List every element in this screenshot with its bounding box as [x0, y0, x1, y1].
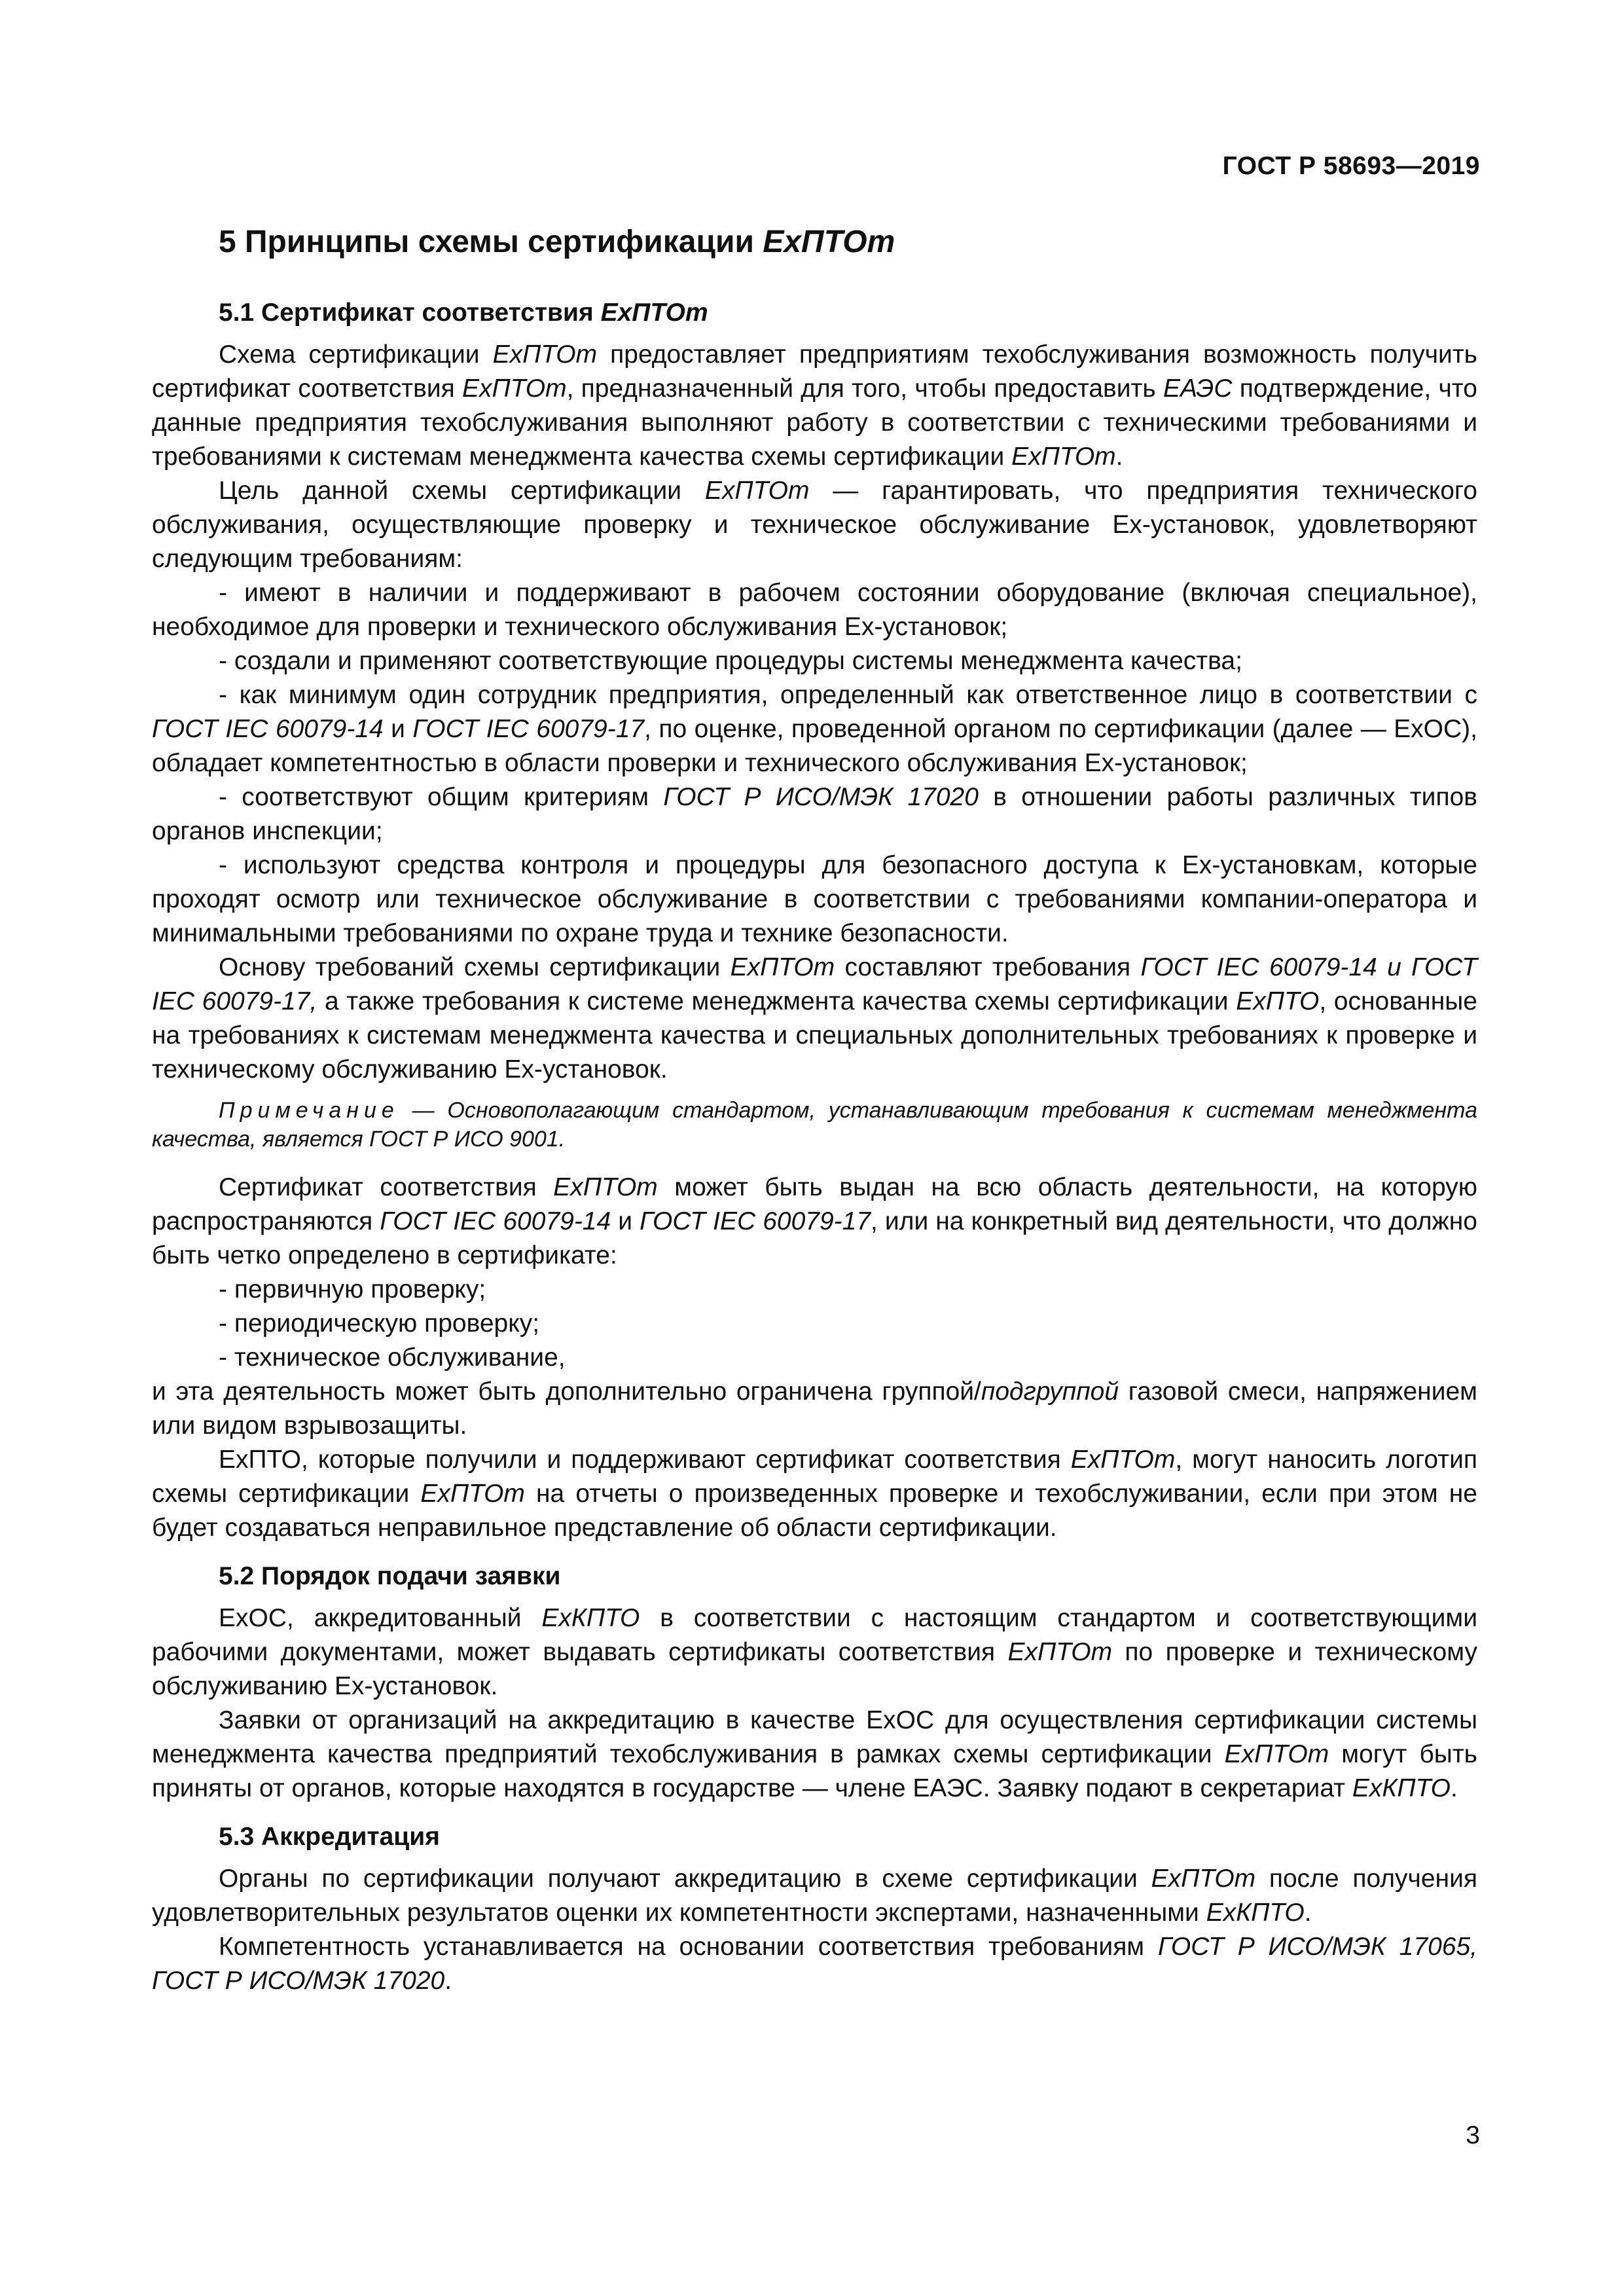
paragraph: Заявки от организаций на аккредитацию в качестве ExOC для осуществления сертификации системы менеджмента качества предприятий техобслуживания в рамках схемы сертификации ExПТОт могут быть приняты от органов, которые находятся в государстве — члене ЕАЭС. Заявку подают в секретариат ExКПТО.: [152, 1706, 1478, 1802]
document-id: ГОСТ Р 58693—2019: [1222, 152, 1480, 180]
list-item: - как минимум один сотрудник предприятия, определенный как ответственное лицо в соответствии с ГОСТ IEC 60079-14 и ГОСТ IEC 60079-17, по оценке, проведенной органом по сертификации (далее — ExOC), обладает компетентностью в области проверки и технического обслуживания Ex-установок;: [152, 681, 1477, 777]
list-item: - соответствуют общим критериям ГОСТ Р ИСО/МЭК 17020 в отношении работы различных типов органов инспекции;: [152, 783, 1477, 845]
section-5-title: 5 Принципы схемы сертификации ExПТОт: [219, 225, 895, 259]
note-text: — Основополагающим стандартом, устанавливающим требования к системам менеджмента качества, является ГОСТ Р ИСО 9001.: [152, 1098, 1477, 1152]
paragraph: Органы по сертификации получают аккредитацию в схеме сертификации ExПТОт после получения удовлетворительных результатов оценки их компетентности экспертами, назначенными ExКПТО.: [152, 1865, 1477, 1927]
paragraph: Компетентность устанавливается на основании соответствия требованиям ГОСТ Р ИСО/МЭК 17065, ГОСТ Р ИСО/МЭК 17020.: [152, 1933, 1477, 1995]
section-5-1-heading: 5.1 Сертификат соответствия ExПТОт: [219, 299, 708, 327]
paragraph: ExOC, аккредитованный ExКПТО в соответствии с настоящим стандартом и соответствующими рабочими документами, может выдавать сертификаты соответствия ExПТОт по проверке и техническому обслуживанию Ex-установок.: [152, 1604, 1477, 1700]
list-item: - создали и применяют соответствующие процедуры системы менеджмента качества;: [219, 647, 1242, 675]
note: [152, 1096, 1477, 1154]
section-5-3-heading: 5.3 Аккредитация: [219, 1823, 440, 1851]
paragraph: ExПТО, которые получили и поддерживают сертификат соответствия ExПТОт, могут наносить логотип схемы сертификации ExПТОт на отчеты о произведенных проверке и техобслуживании, если при этом не будет создаваться неправильное представление об области сертификации.: [152, 1446, 1477, 1542]
paragraph: Сертификат соответствия ExПТОт может быть выдан на всю область деятельности, на которую распространяются ГОСТ IEC 60079-14 и ГОСТ IEC 60079-17, или на конкретный вид деятельности, что должно быть четко определено в сертификате:: [152, 1173, 1477, 1269]
note-label: Примечание: [219, 1098, 399, 1123]
paragraph: Схема сертификации ExПТОт предоставляет предприятиям техобслуживания возможность получить сертификат соответствия ExПТОт, предназначенный для того, чтобы предоставить ЕАЭС подтверждение, что данные предприятия техобслуживания выполняют работу в соответствии с техническими требованиями и требованиями к системам менеджмента качества схемы сертификации ExПТОт.: [152, 340, 1478, 471]
list-item: - периодическую проверку;: [219, 1309, 540, 1338]
section-5-2-heading: 5.2 Порядок подачи заявки: [219, 1562, 561, 1590]
paragraph: Цель данной схемы сертификации ExПТОт — гарантировать, что предприятия технического обслуживания, осуществляющие проверку и техническое обслуживание Ex-установок, удовлетворяют следующим требованиям:: [152, 477, 1477, 573]
document-body: [152, 223, 1477, 1998]
paragraph: Основу требований схемы сертификации ExПТОт составляют требования ГОСТ IEC 60079-14 и ГОСТ IEC 60079-17, а также требования к системе менеджмента качества схемы сертификации ExПТО, основанные на требованиях к системам менеджмента качества и специальных дополнительных требованиях к проверке и техническому обслуживанию Ex-установок.: [152, 953, 1477, 1084]
list-item: - первичную проверку;: [219, 1275, 486, 1303]
list-item: - техническое обслуживание,: [219, 1343, 566, 1372]
paragraph: и эта деятельность может быть дополнительно ограничена группой/подгруппой газовой смеси, напряжением или видом взрывозащиты.: [152, 1377, 1477, 1440]
list-item: - имеют в наличии и поддерживают в рабочем состоянии оборудование (включая специальное), необходимое для проверки и технического обслуживания Ex-установок;: [152, 579, 1477, 641]
page-number: 3: [1466, 2121, 1480, 2149]
list-item: - используют средства контроля и процедуры для безопасного доступа к Ex-установкам, которые проходят осмотр или техническое обслуживание в соответствии с требованиями компании-оператора и минимальными требованиями по охране труда и технике безопасности.: [152, 851, 1477, 947]
